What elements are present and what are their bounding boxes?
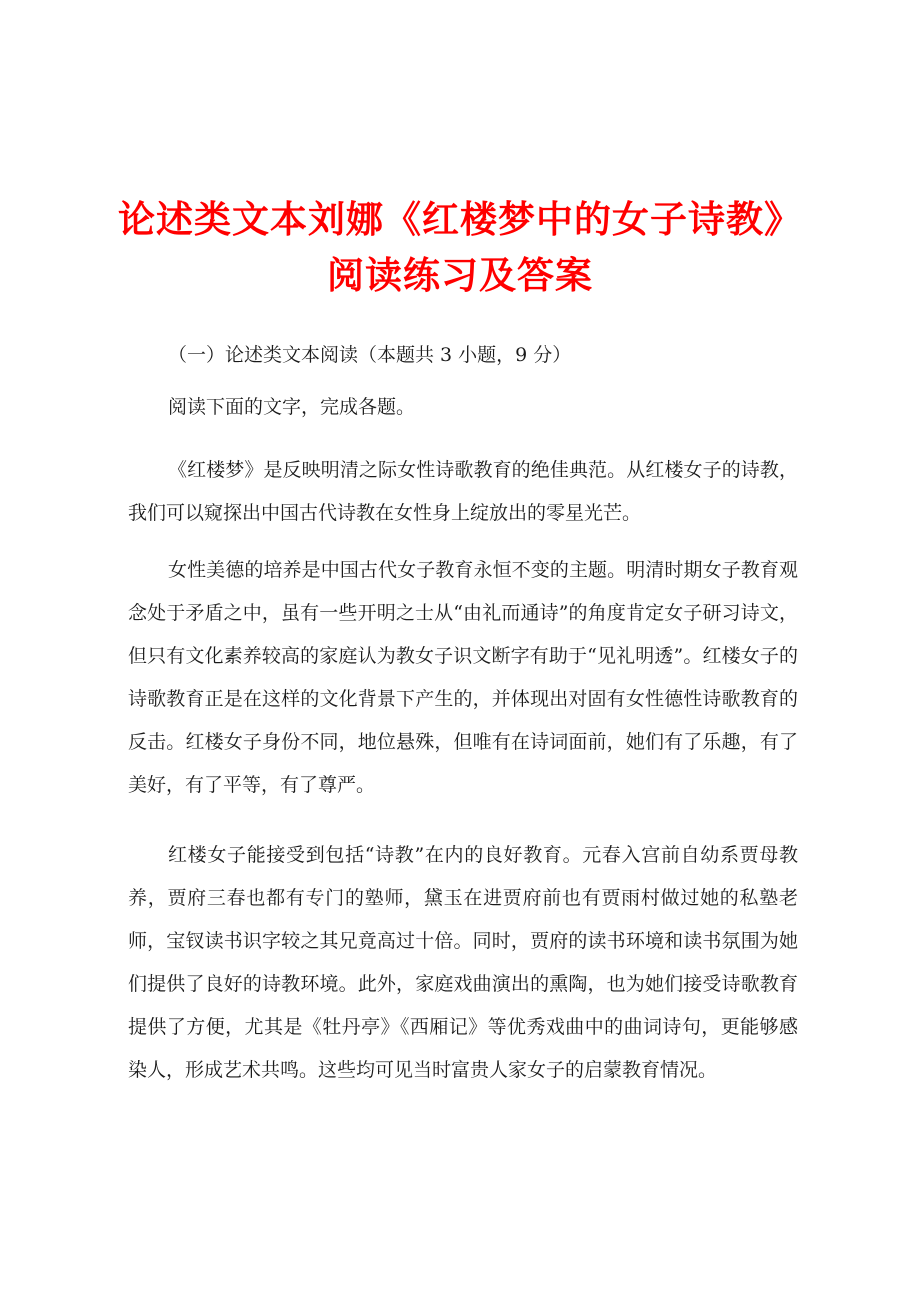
paragraph: 红楼女子能接受到包括“诗教”在内的良好教育。元春入宫前自幼系贾母教养，贾府三春也都有专门的塾师，黛玉在进贾府前也有贾雨村做过她的私塾老师，宝钗读书识字较之其兄竟高过十倍。同时，贾府的读书环境和读书氛围为她们提供了良好的诗教环境。此外，家庭戏曲演出的熏陶，也为她们接受诗歌教育提供了方便，尤其是《牡丹亭》《西厢记》等优秀戏曲中的曲词诗句，更能够感染人，形成艺术共鸣。这些均可见当时富贵人家女子的启蒙教育情况。 xyxy=(128,844,798,1081)
paragraph: 女性美德的培养是中国古代女子教育永恒不变的主题。明清时期女子教育观念处于矛盾之中，虽有一些开明之士从“由礼而通诗”的角度肯定女子研习诗文，但只有文化素养较高的家庭认为教女子识文断字有助于“见礼明透”。红楼女子的诗歌教育正是在这样的文化背景下产生的，并体现出对固有女性德性诗歌教育的反击。红楼女子身份不同，地位悬殊，但唯有在诗词面前，她们有了乐趣，有了美好，有了平等，有了尊严。 xyxy=(128,559,798,796)
document-title: 论述类文本刘娜《红楼梦中的女子诗教》阅读练习及答案 xyxy=(118,198,802,297)
reading-instruction: 阅读下面的文字，完成各题。 xyxy=(168,396,416,418)
section-heading: （一）论述类文本阅读（本题共 3 小题，9 分） xyxy=(168,344,572,366)
paragraph: 《红楼梦》是反映明清之际女性诗歌教育的绝佳典范。从红楼女子的诗教，我们可以窥探出中国古代诗教在女性身上绽放出的零星光芒。 xyxy=(128,459,798,524)
